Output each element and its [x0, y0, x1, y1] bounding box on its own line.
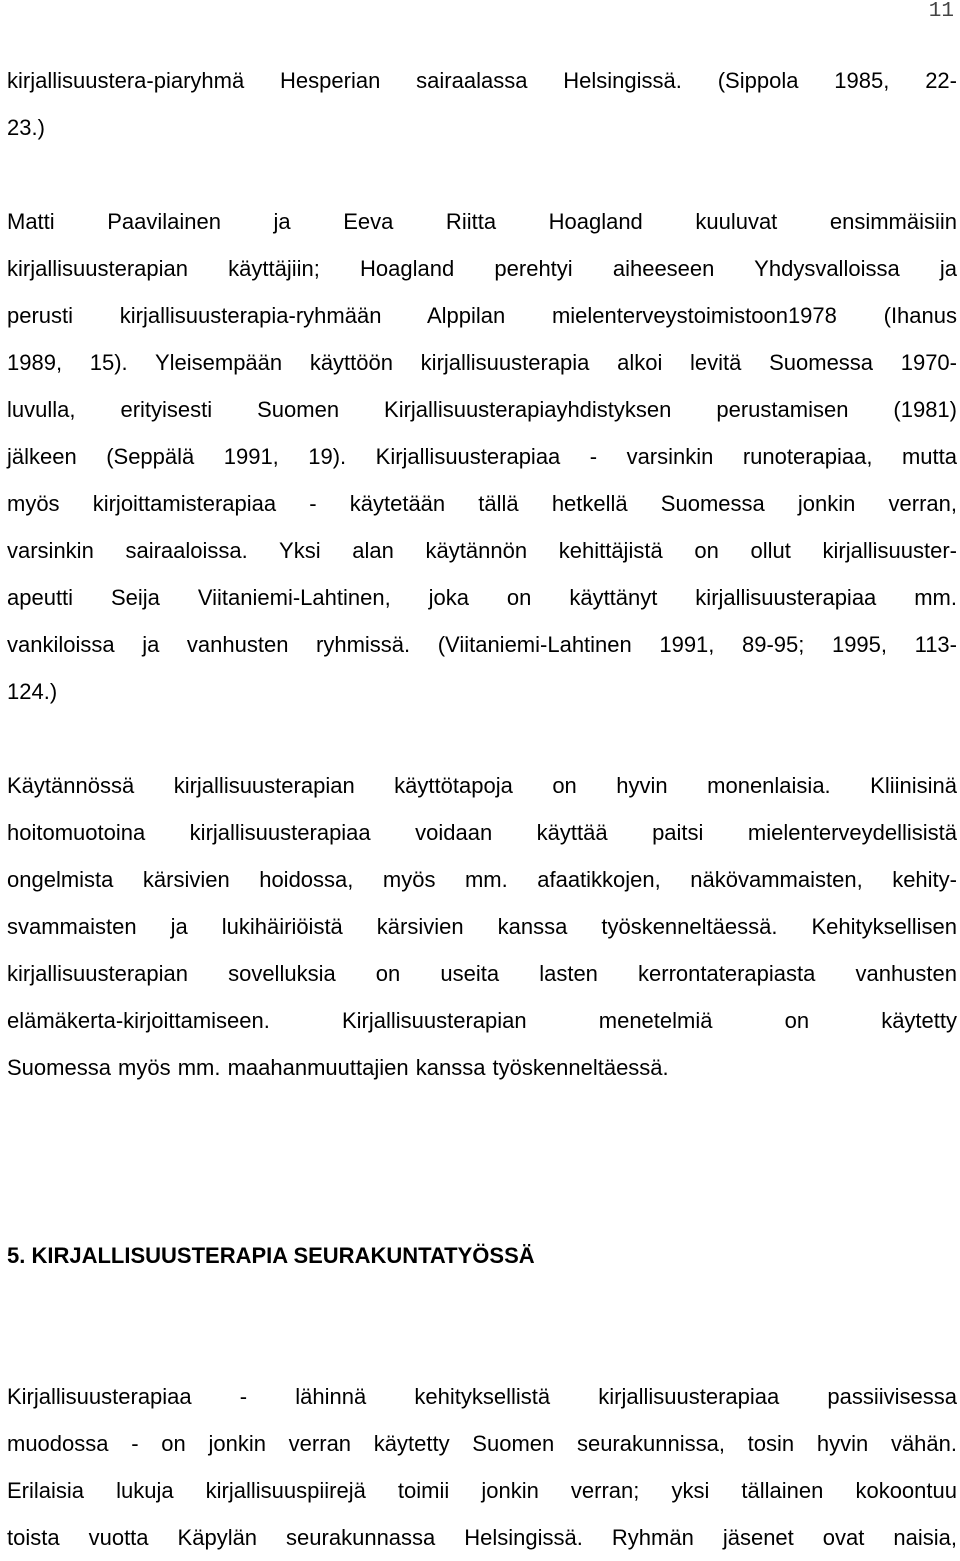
paragraph-spacer: [7, 1091, 957, 1138]
page-number: 11: [928, 0, 954, 23]
paragraph-spacer: [7, 1279, 957, 1326]
text-line: kirjallisuusterapian käyttäjiin; Hoagland perehtyi aiheeseen Yhdysvalloissa ja: [7, 256, 957, 281]
text-line: 1989, 15). Yleisempään käyttöön kirjallisuusterapia alkoi levitä Suomessa 1970-: [7, 350, 957, 375]
paragraph-spacer: [7, 151, 957, 198]
text-line: elämäkerta-kirjoittamiseen. Kirjallisuusterapian menetelmiä on käytetty: [7, 1008, 957, 1033]
text-line: myös kirjoittamisterapiaa - käytetään tällä hetkellä Suomessa jonkin verran,: [7, 491, 957, 516]
text-line: svammaisten ja lukihäiriöistä kärsivien kanssa työskenneltäessä. Kehityksellisen: [7, 914, 957, 939]
paragraph-1: [7, 57, 957, 151]
text-line: kirjallisuusterapian sovelluksia on useita lasten kerrontaterapiasta vanhusten: [7, 961, 957, 986]
text-line: Erilaisia lukuja kirjallisuuspiirejä toimii jonkin verran; yksi tällainen kokoontuu: [7, 1478, 957, 1503]
text-line: jälkeen (Seppälä 1991, 19). Kirjallisuusterapiaa - varsinkin runoterapiaa, mutta: [7, 444, 957, 469]
text-line: Käytännössä kirjallisuusterapian käyttötapoja on hyvin monenlaisia. Kliinisinä: [7, 773, 957, 798]
paragraph-4: [7, 1373, 957, 1561]
text-line: muodossa - on jonkin verran käytetty Suomen seurakunnissa, tosin hyvin vähän.: [7, 1431, 957, 1456]
paragraph-2: [7, 198, 957, 715]
text-line: 23.): [7, 115, 45, 140]
text-line: luvulla, erityisesti Suomen Kirjallisuusterapiayhdistyksen perustamisen (1981): [7, 397, 957, 422]
document-body: [7, 57, 957, 1561]
paragraph-spacer: [7, 1326, 957, 1373]
text-line: vankiloissa ja vanhusten ryhmissä. (Viitaniemi-Lahtinen 1991, 89-95; 1995, 113-: [7, 632, 957, 657]
paragraph-spacer: [7, 715, 957, 762]
text-line: kirjallisuustera-piaryhmä Hesperian sairaalassa Helsingissä. (Sippola 1985, 22-: [7, 68, 957, 93]
text-line: hoitomuotoina kirjallisuusterapiaa voidaan käyttää paitsi mielenterveydellisistä: [7, 820, 957, 845]
text-line: Matti Paavilainen ja Eeva Riitta Hoagland kuuluvat ensimmäisiin: [7, 209, 957, 234]
paragraph-3: [7, 762, 957, 1091]
section-heading: 5. KIRJALLISUUSTERAPIA SEURAKUNTATYÖSSÄ: [7, 1243, 535, 1268]
text-line: apeutti Seija Viitaniemi-Lahtinen, joka on käyttänyt kirjallisuusterapiaa mm.: [7, 585, 957, 610]
text-line: perusti kirjallisuusterapia-ryhmään Alppilan mielenterveystoimistoon1978 (Ihanus: [7, 303, 957, 328]
text-line: Kirjallisuusterapiaa - lähinnä kehityksellistä kirjallisuusterapiaa passiivisessa: [7, 1384, 957, 1409]
text-line: ongelmista kärsivien hoidossa, myös mm. afaatikkojen, näkövammaisten, kehity-: [7, 867, 957, 892]
text-line: varsinkin sairaaloissa. Yksi alan käytännön kehittäjistä on ollut kirjallisuuster-: [7, 538, 957, 563]
text-line: Suomessa myös mm. maahanmuuttajien kanssa työskenneltäessä.: [7, 1055, 669, 1080]
paragraph-spacer: [7, 1138, 957, 1185]
paragraph-spacer: [7, 1185, 957, 1232]
text-line: 124.): [7, 679, 58, 704]
text-line: toista vuotta Käpylän seurakunnassa Helsingissä. Ryhmän jäsenet ovat naisia,: [7, 1525, 957, 1550]
